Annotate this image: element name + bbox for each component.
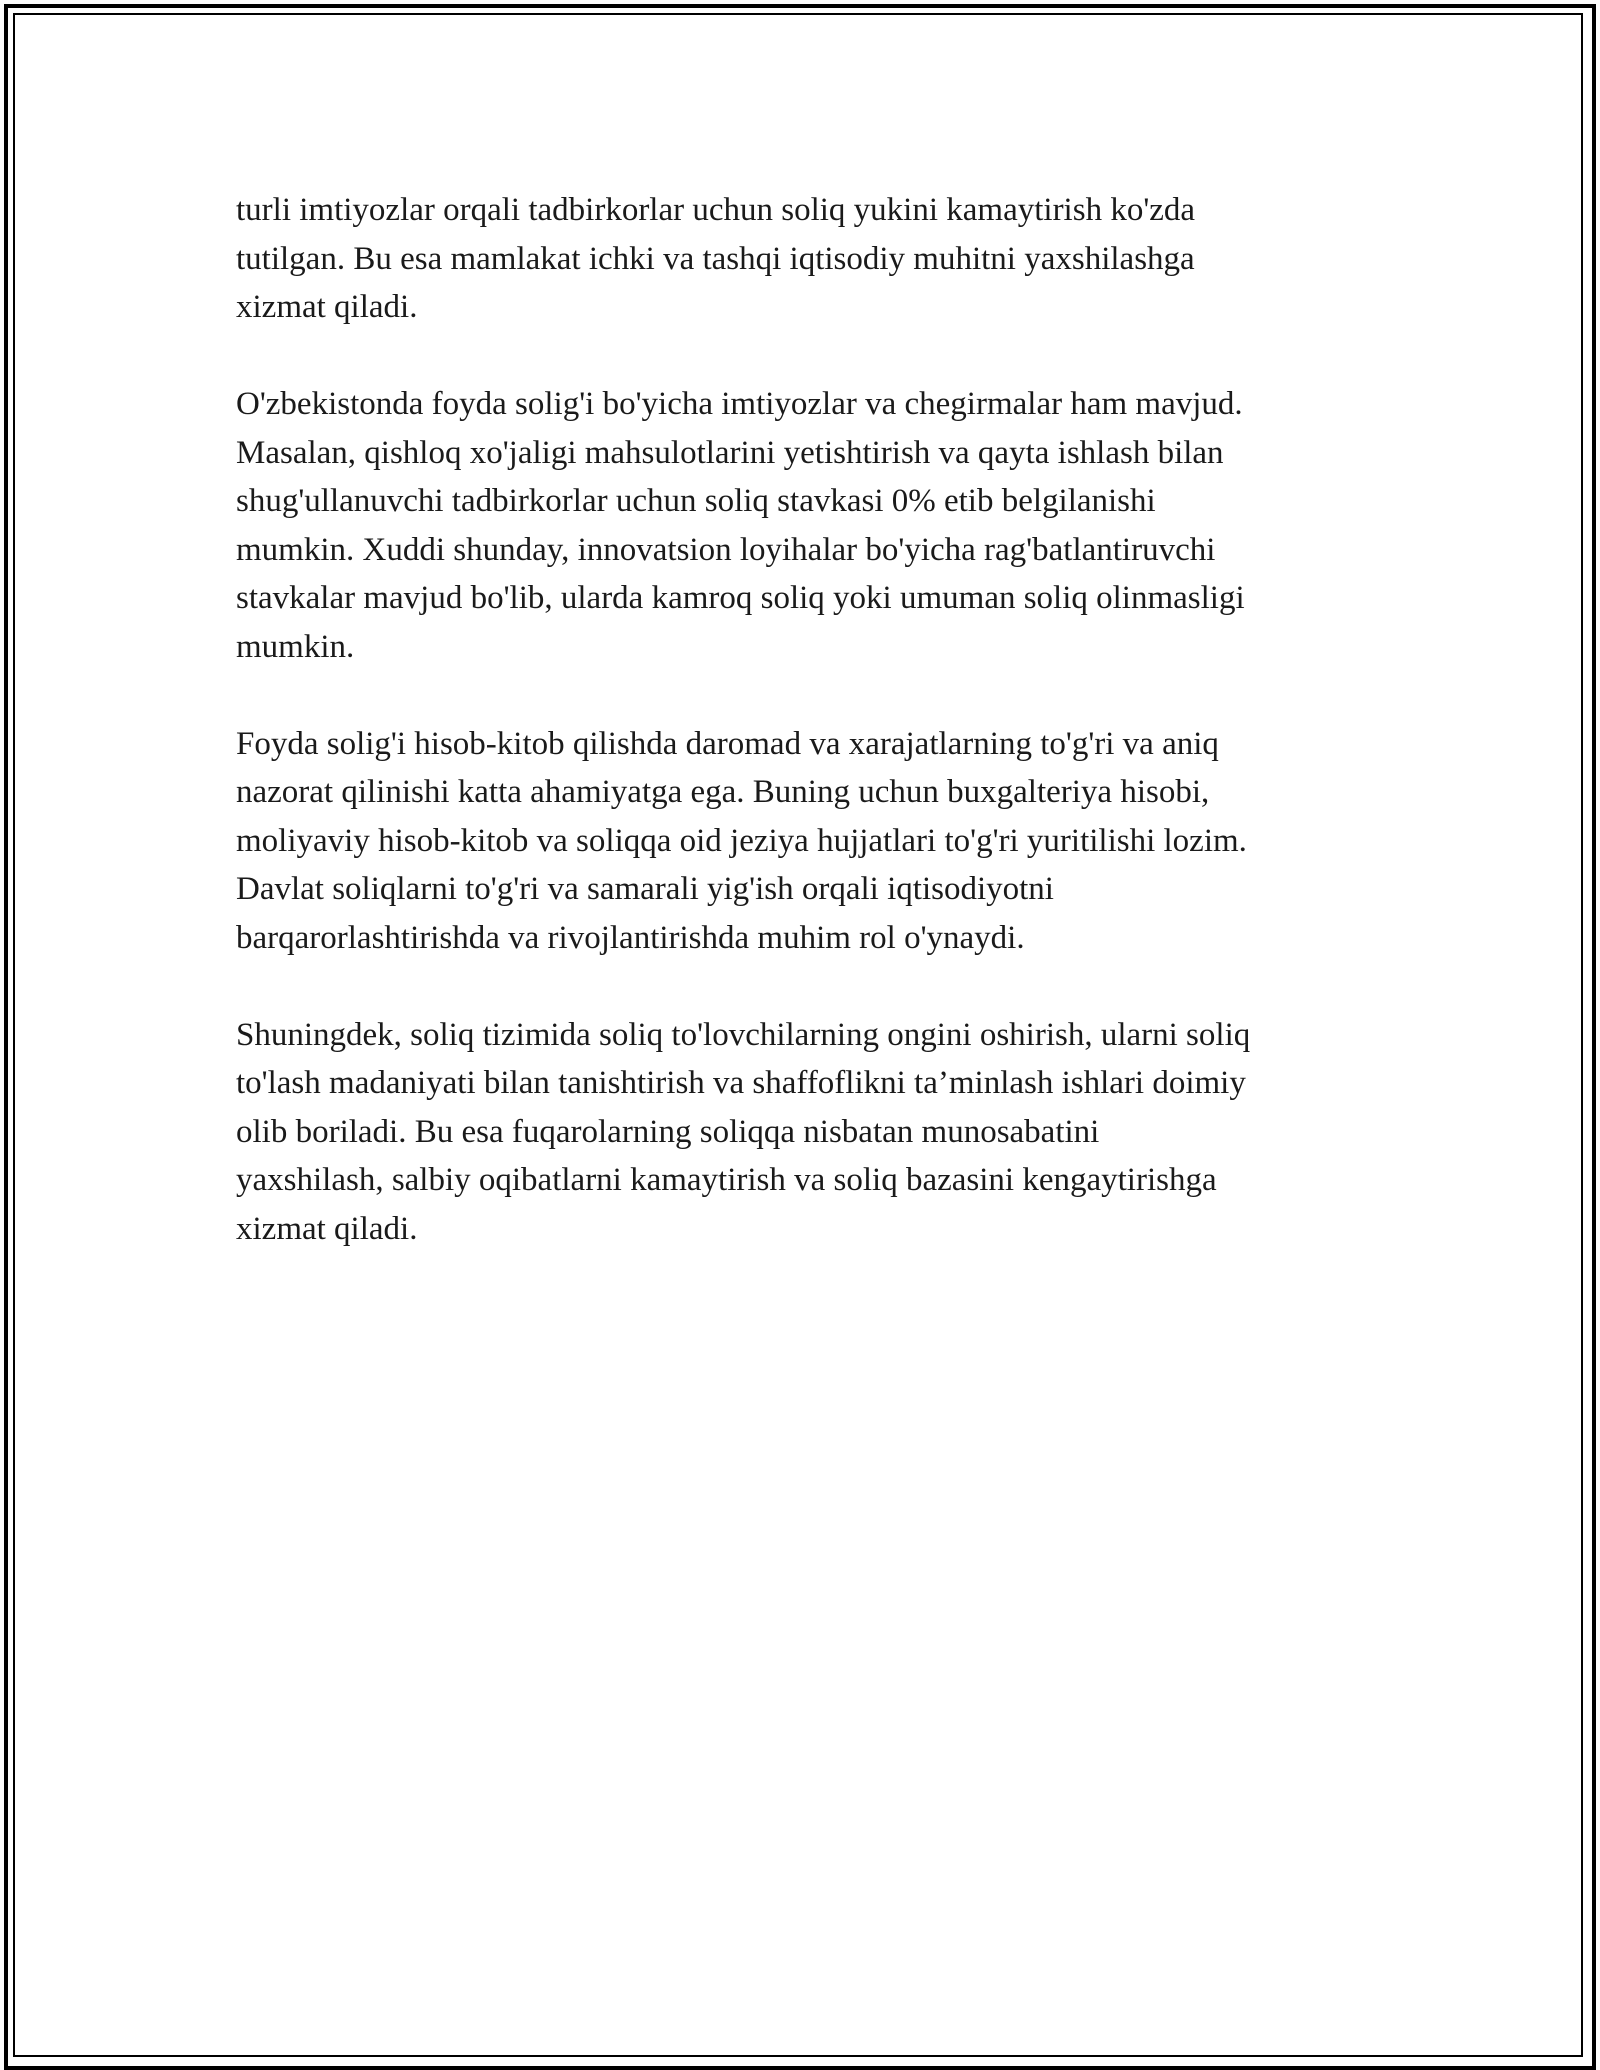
text-line: Shuningdek, soliq tizimida soliq to'lovchilarning ongini oshirish, ularni soliq bbox=[236, 1016, 1251, 1053]
text-line: Foyda solig'i hisob-kitob qilishda daromad va xarajatlarning to'g'ri va aniq bbox=[236, 725, 1219, 762]
text-line: xizmat qiladi. bbox=[236, 1210, 418, 1247]
text-line: moliyaviy hisob-kitob va soliqqa oid jeziya hujjatlari to'g'ri yuritilishi lozim. bbox=[236, 822, 1247, 859]
text-line: nazorat qilinishi katta ahamiyatga ega. Buning uchun buxgalteriya hisobi, bbox=[236, 774, 1210, 810]
text-line: shug'ullanuvchi tadbirkorlar uchun soliq stavkasi 0% etib belgilanishi bbox=[236, 483, 1156, 519]
text-line: olib boriladi. Bu esa fuqarolarning soliqqa nisbatan munosabatini bbox=[236, 1113, 1100, 1150]
text-line: tutilgan. Bu esa mamlakat ichki va tashqi iqtisodiy muhitni yaxshilashga bbox=[236, 240, 1195, 277]
text-line: yaxshilash, salbiy oqibatlarni kamaytirish va soliq bazasini kengaytirishga bbox=[236, 1162, 1217, 1198]
text-line: mumkin. Xuddi shunday, innovatsion loyihalar bo'yicha rag'batlantiruvchi bbox=[236, 531, 1216, 568]
text-line: turli imtiyozlar orqali tadbirkorlar uchun soliq yukini kamaytirish ko'zda bbox=[236, 192, 1196, 228]
text-line: O'zbekistonda foyda solig'i bo'yicha imtiyozlar va chegirmalar ham mavjud. bbox=[236, 386, 1243, 422]
paragraph-3 bbox=[236, 720, 1376, 963]
paragraph-2 bbox=[236, 380, 1376, 671]
paragraph-4 bbox=[236, 1011, 1376, 1254]
text-line: Davlat soliqlarni to'g'ri va samarali yig'ish orqali iqtisodiyotni bbox=[236, 871, 1054, 907]
text-line: to'lash madaniyati bilan tanishtirish va shaffoflikni ta’minlash ishlari doimiy bbox=[236, 1065, 1246, 1101]
text-line: stavkalar mavjud bo'lib, ularda kamroq soliq yoki umuman soliq olinmasligi bbox=[236, 580, 1245, 616]
text-line: barqarorlashtirishda va rivojlantirishda muhim rol o'ynaydi. bbox=[236, 919, 1025, 956]
text-line: mumkin. bbox=[236, 628, 355, 665]
document-body bbox=[236, 186, 1376, 1302]
text-line: xizmat qiladi. bbox=[236, 289, 418, 325]
paragraph-1 bbox=[236, 186, 1376, 332]
text-line: Masalan, qishloq xo'jaligi mahsulotlarini yetishtirish va qayta ishlash bilan bbox=[236, 434, 1224, 471]
